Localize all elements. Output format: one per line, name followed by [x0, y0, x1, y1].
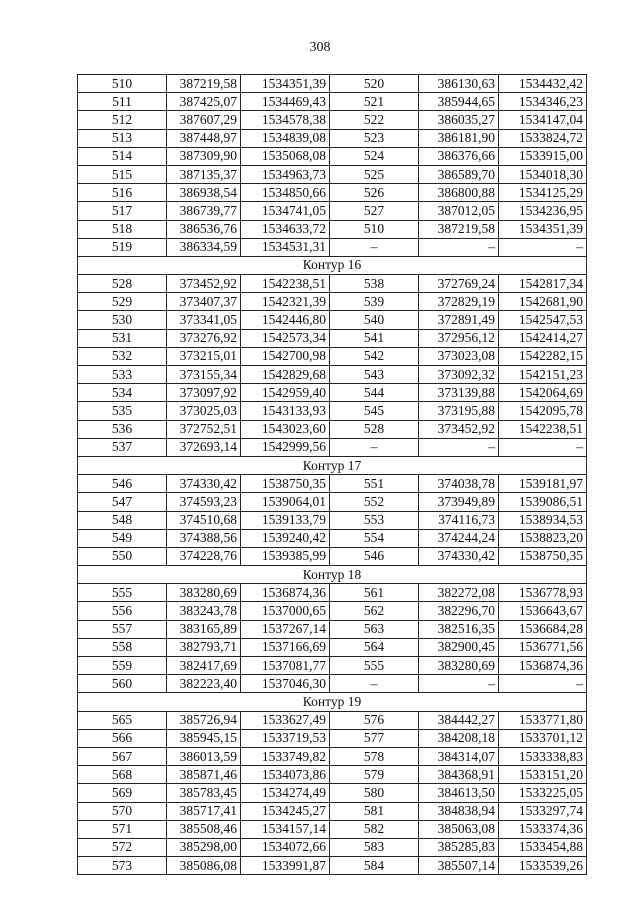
y-coordinate: 1534072,66: [241, 838, 330, 856]
x-coordinate: 374330,42: [167, 475, 241, 493]
table-row: [78, 329, 587, 347]
y-coordinate: 1534245,27: [241, 802, 330, 820]
point-number: 570: [78, 802, 167, 820]
point-number: 551: [330, 475, 419, 493]
point-number: 559: [78, 657, 167, 675]
point-number: 561: [330, 584, 419, 602]
contour-title: Контур 17: [78, 456, 587, 474]
y-coordinate: 1534469,43: [241, 93, 330, 111]
table-row: [78, 165, 587, 183]
x-coordinate: –: [419, 238, 499, 256]
y-coordinate: 1536684,28: [499, 620, 587, 638]
x-coordinate: 387219,58: [167, 75, 241, 93]
y-coordinate: 1534147,04: [499, 111, 587, 129]
y-coordinate: 1542321,39: [241, 293, 330, 311]
point-number: 515: [78, 165, 167, 183]
x-coordinate: 373452,92: [167, 275, 241, 293]
x-coordinate: 374228,76: [167, 547, 241, 565]
y-coordinate: 1534432,42: [499, 75, 587, 93]
point-number: 558: [78, 638, 167, 656]
point-number: 520: [330, 75, 419, 93]
point-number: 527: [330, 202, 419, 220]
y-coordinate: 1542238,51: [499, 420, 587, 438]
x-coordinate: 385285,83: [419, 838, 499, 856]
x-coordinate: 374038,78: [419, 475, 499, 493]
x-coordinate: 385717,41: [167, 802, 241, 820]
point-number: 514: [78, 147, 167, 165]
x-coordinate: 382272,08: [419, 584, 499, 602]
x-coordinate: 385944,65: [419, 93, 499, 111]
y-coordinate: 1537267,14: [241, 620, 330, 638]
x-coordinate: 384442,27: [419, 711, 499, 729]
y-coordinate: 1533991,87: [241, 857, 330, 875]
y-coordinate: 1542282,15: [499, 347, 587, 365]
y-coordinate: 1533454,88: [499, 838, 587, 856]
point-number: 511: [78, 93, 167, 111]
y-coordinate: 1534351,39: [241, 75, 330, 93]
table-row: [78, 366, 587, 384]
point-number: 555: [78, 584, 167, 602]
y-coordinate: 1539133,79: [241, 511, 330, 529]
x-coordinate: 383165,89: [167, 620, 241, 638]
point-number: 573: [78, 857, 167, 875]
y-coordinate: 1534157,14: [241, 820, 330, 838]
point-number: 543: [330, 366, 419, 384]
y-coordinate: 1534346,23: [499, 93, 587, 111]
x-coordinate: 373097,92: [167, 384, 241, 402]
x-coordinate: 383280,69: [167, 584, 241, 602]
y-coordinate: 1533824,72: [499, 129, 587, 147]
x-coordinate: 386800,88: [419, 184, 499, 202]
table-row: [78, 766, 587, 784]
y-coordinate: 1533338,83: [499, 747, 587, 765]
x-coordinate: 383243,78: [167, 602, 241, 620]
x-coordinate: 386334,59: [167, 238, 241, 256]
y-coordinate: 1533225,05: [499, 784, 587, 802]
y-coordinate: 1538750,35: [499, 547, 587, 565]
table-row: [78, 711, 587, 729]
x-coordinate: 384838,94: [419, 802, 499, 820]
x-coordinate: 374244,24: [419, 529, 499, 547]
y-coordinate: 1534351,39: [499, 220, 587, 238]
point-number: 582: [330, 820, 419, 838]
point-number: 544: [330, 384, 419, 402]
point-number: 572: [78, 838, 167, 856]
point-number: 545: [330, 402, 419, 420]
table-row: [78, 293, 587, 311]
x-coordinate: 384613,50: [419, 784, 499, 802]
y-coordinate: 1542151,23: [499, 366, 587, 384]
point-number: 534: [78, 384, 167, 402]
contour-header-row: [78, 456, 587, 474]
x-coordinate: 373407,37: [167, 293, 241, 311]
x-coordinate: 374330,42: [419, 547, 499, 565]
y-coordinate: 1536771,56: [499, 638, 587, 656]
point-number: 529: [78, 293, 167, 311]
y-coordinate: 1537046,30: [241, 675, 330, 693]
table-row: [78, 202, 587, 220]
y-coordinate: 1534839,08: [241, 129, 330, 147]
y-coordinate: 1533539,26: [499, 857, 587, 875]
point-number: 541: [330, 329, 419, 347]
table-row: [78, 75, 587, 93]
x-coordinate: 373155,34: [167, 366, 241, 384]
point-number: 539: [330, 293, 419, 311]
x-coordinate: –: [419, 675, 499, 693]
point-number: 578: [330, 747, 419, 765]
table-row: [78, 547, 587, 565]
y-coordinate: 1533151,20: [499, 766, 587, 784]
table-row: [78, 402, 587, 420]
y-coordinate: 1542573,34: [241, 329, 330, 347]
x-coordinate: 373452,92: [419, 420, 499, 438]
table-row: [78, 275, 587, 293]
y-coordinate: 1536778,93: [499, 584, 587, 602]
point-number: 522: [330, 111, 419, 129]
y-coordinate: 1536874,36: [241, 584, 330, 602]
table-row: [78, 220, 587, 238]
point-number: 564: [330, 638, 419, 656]
x-coordinate: 385508,46: [167, 820, 241, 838]
y-coordinate: 1534236,95: [499, 202, 587, 220]
y-coordinate: –: [499, 675, 587, 693]
x-coordinate: 386589,70: [419, 165, 499, 183]
y-coordinate: –: [499, 438, 587, 456]
point-number: 532: [78, 347, 167, 365]
x-coordinate: 382793,71: [167, 638, 241, 656]
point-number: 516: [78, 184, 167, 202]
point-number: 546: [78, 475, 167, 493]
point-number: 579: [330, 766, 419, 784]
point-number: 526: [330, 184, 419, 202]
x-coordinate: 383280,69: [419, 657, 499, 675]
y-coordinate: 1533915,00: [499, 147, 587, 165]
point-number: 533: [78, 366, 167, 384]
point-number: 538: [330, 275, 419, 293]
point-number: 554: [330, 529, 419, 547]
x-coordinate: 386035,27: [419, 111, 499, 129]
contour-header-row: [78, 566, 587, 584]
point-number: 569: [78, 784, 167, 802]
x-coordinate: 385726,94: [167, 711, 241, 729]
y-coordinate: 1542817,34: [499, 275, 587, 293]
x-coordinate: –: [419, 438, 499, 456]
table-row: [78, 93, 587, 111]
x-coordinate: 373023,08: [419, 347, 499, 365]
table-row: [78, 857, 587, 875]
x-coordinate: 387309,90: [167, 147, 241, 165]
y-coordinate: 1535068,08: [241, 147, 330, 165]
y-coordinate: 1539086,51: [499, 493, 587, 511]
x-coordinate: 372693,14: [167, 438, 241, 456]
x-coordinate: 387607,29: [167, 111, 241, 129]
table-row: [78, 311, 587, 329]
x-coordinate: 382417,69: [167, 657, 241, 675]
x-coordinate: 385783,45: [167, 784, 241, 802]
point-number: 537: [78, 438, 167, 456]
x-coordinate: 382900,45: [419, 638, 499, 656]
x-coordinate: 372769,24: [419, 275, 499, 293]
point-number: 565: [78, 711, 167, 729]
table-row: [78, 657, 587, 675]
x-coordinate: 387219,58: [419, 220, 499, 238]
y-coordinate: 1537000,65: [241, 602, 330, 620]
x-coordinate: 384368,91: [419, 766, 499, 784]
point-number: 547: [78, 493, 167, 511]
y-coordinate: 1536643,67: [499, 602, 587, 620]
point-number: 580: [330, 784, 419, 802]
table-row: [78, 438, 587, 456]
x-coordinate: 373341,05: [167, 311, 241, 329]
x-coordinate: 387135,37: [167, 165, 241, 183]
point-number: 550: [78, 547, 167, 565]
x-coordinate: 372891,49: [419, 311, 499, 329]
y-coordinate: 1534633,72: [241, 220, 330, 238]
point-number: 528: [330, 420, 419, 438]
point-number: 513: [78, 129, 167, 147]
table-row: [78, 129, 587, 147]
point-number: 555: [330, 657, 419, 675]
point-number: 521: [330, 93, 419, 111]
x-coordinate: 373025,03: [167, 402, 241, 420]
contour-header-row: [78, 693, 587, 711]
x-coordinate: 385871,46: [167, 766, 241, 784]
x-coordinate: 386739,77: [167, 202, 241, 220]
y-coordinate: 1542414,27: [499, 329, 587, 347]
x-coordinate: 384314,07: [419, 747, 499, 765]
point-number: 581: [330, 802, 419, 820]
table-row: [78, 784, 587, 802]
y-coordinate: 1543023,60: [241, 420, 330, 438]
x-coordinate: 373195,88: [419, 402, 499, 420]
point-number: 536: [78, 420, 167, 438]
x-coordinate: 385086,08: [167, 857, 241, 875]
y-coordinate: 1542700,98: [241, 347, 330, 365]
page-number: 308: [309, 40, 331, 55]
y-coordinate: 1534963,73: [241, 165, 330, 183]
table-row: [78, 838, 587, 856]
point-number: 576: [330, 711, 419, 729]
x-coordinate: 384208,18: [419, 729, 499, 747]
table-row: [78, 638, 587, 656]
y-coordinate: 1534274,49: [241, 784, 330, 802]
y-coordinate: 1537081,77: [241, 657, 330, 675]
x-coordinate: 385507,14: [419, 857, 499, 875]
table-row: [78, 493, 587, 511]
contour-title: Контур 18: [78, 566, 587, 584]
point-number: 510: [330, 220, 419, 238]
contour-header-row: [78, 256, 587, 274]
x-coordinate: 386130,63: [419, 75, 499, 93]
y-coordinate: 1533627,49: [241, 711, 330, 729]
x-coordinate: 373276,92: [167, 329, 241, 347]
point-number: 512: [78, 111, 167, 129]
y-coordinate: 1538750,35: [241, 475, 330, 493]
point-number: 552: [330, 493, 419, 511]
y-coordinate: 1542238,51: [241, 275, 330, 293]
x-coordinate: 373215,01: [167, 347, 241, 365]
table-row: [78, 675, 587, 693]
x-coordinate: 385945,15: [167, 729, 241, 747]
point-number: 548: [78, 511, 167, 529]
point-number: 518: [78, 220, 167, 238]
y-coordinate: 1542547,53: [499, 311, 587, 329]
y-coordinate: 1538823,20: [499, 529, 587, 547]
y-coordinate: 1533701,12: [499, 729, 587, 747]
y-coordinate: 1543133,93: [241, 402, 330, 420]
coordinates-table: [77, 74, 587, 875]
y-coordinate: 1542095,78: [499, 402, 587, 420]
y-coordinate: 1534741,05: [241, 202, 330, 220]
y-coordinate: 1534850,66: [241, 184, 330, 202]
point-number: –: [330, 675, 419, 693]
table-row: [78, 475, 587, 493]
point-number: 571: [78, 820, 167, 838]
y-coordinate: 1542829,68: [241, 366, 330, 384]
x-coordinate: 382296,70: [419, 602, 499, 620]
point-number: 557: [78, 620, 167, 638]
table-row: [78, 147, 587, 165]
y-coordinate: 1534073,86: [241, 766, 330, 784]
table-row: [78, 347, 587, 365]
y-coordinate: 1539181,97: [499, 475, 587, 493]
table-row: [78, 384, 587, 402]
point-number: 584: [330, 857, 419, 875]
table-row: [78, 111, 587, 129]
x-coordinate: 386938,54: [167, 184, 241, 202]
x-coordinate: 387448,97: [167, 129, 241, 147]
x-coordinate: 374388,56: [167, 529, 241, 547]
x-coordinate: 385298,00: [167, 838, 241, 856]
x-coordinate: 372956,12: [419, 329, 499, 347]
point-number: 567: [78, 747, 167, 765]
x-coordinate: 385063,08: [419, 820, 499, 838]
table-row: [78, 602, 587, 620]
point-number: 531: [78, 329, 167, 347]
y-coordinate: 1539240,42: [241, 529, 330, 547]
y-coordinate: 1534125,29: [499, 184, 587, 202]
point-number: 517: [78, 202, 167, 220]
point-number: 524: [330, 147, 419, 165]
point-number: 583: [330, 838, 419, 856]
y-coordinate: 1533297,74: [499, 802, 587, 820]
table-row: [78, 529, 587, 547]
point-number: 562: [330, 602, 419, 620]
y-coordinate: 1542999,56: [241, 438, 330, 456]
y-coordinate: 1539064,01: [241, 493, 330, 511]
y-coordinate: 1534531,31: [241, 238, 330, 256]
table-row: [78, 802, 587, 820]
x-coordinate: 386181,90: [419, 129, 499, 147]
table-row: [78, 729, 587, 747]
x-coordinate: 374593,23: [167, 493, 241, 511]
x-coordinate: 387012,05: [419, 202, 499, 220]
point-number: –: [330, 438, 419, 456]
x-coordinate: 382223,40: [167, 675, 241, 693]
point-number: 525: [330, 165, 419, 183]
point-number: 568: [78, 766, 167, 784]
x-coordinate: 372752,51: [167, 420, 241, 438]
point-number: 556: [78, 602, 167, 620]
x-coordinate: 373139,88: [419, 384, 499, 402]
table-row: [78, 184, 587, 202]
y-coordinate: –: [499, 238, 587, 256]
contour-title: Контур 19: [78, 693, 587, 711]
point-number: 549: [78, 529, 167, 547]
x-coordinate: 372829,19: [419, 293, 499, 311]
y-coordinate: 1533374,36: [499, 820, 587, 838]
point-number: 523: [330, 129, 419, 147]
y-coordinate: 1542959,40: [241, 384, 330, 402]
y-coordinate: 1539385,99: [241, 547, 330, 565]
x-coordinate: 382516,35: [419, 620, 499, 638]
x-coordinate: 373092,32: [419, 366, 499, 384]
point-number: 553: [330, 511, 419, 529]
y-coordinate: 1537166,69: [241, 638, 330, 656]
x-coordinate: 386013,59: [167, 747, 241, 765]
y-coordinate: 1542064,69: [499, 384, 587, 402]
x-coordinate: 373949,89: [419, 493, 499, 511]
table-row: [78, 820, 587, 838]
y-coordinate: 1533771,80: [499, 711, 587, 729]
point-number: 566: [78, 729, 167, 747]
y-coordinate: 1542446,80: [241, 311, 330, 329]
point-number: 546: [330, 547, 419, 565]
y-coordinate: 1536874,36: [499, 657, 587, 675]
point-number: 540: [330, 311, 419, 329]
x-coordinate: 374510,68: [167, 511, 241, 529]
table-row: [78, 238, 587, 256]
point-number: 577: [330, 729, 419, 747]
point-number: 563: [330, 620, 419, 638]
point-number: 535: [78, 402, 167, 420]
x-coordinate: 386536,76: [167, 220, 241, 238]
point-number: 519: [78, 238, 167, 256]
y-coordinate: 1542681,90: [499, 293, 587, 311]
table-row: [78, 747, 587, 765]
point-number: 530: [78, 311, 167, 329]
table-row: [78, 420, 587, 438]
x-coordinate: 387425,07: [167, 93, 241, 111]
y-coordinate: 1534018,30: [499, 165, 587, 183]
y-coordinate: 1533719,53: [241, 729, 330, 747]
y-coordinate: 1538934,53: [499, 511, 587, 529]
table-row: [78, 584, 587, 602]
x-coordinate: 386376,66: [419, 147, 499, 165]
contour-title: Контур 16: [78, 256, 587, 274]
y-coordinate: 1534578,38: [241, 111, 330, 129]
y-coordinate: 1533749,82: [241, 747, 330, 765]
table-row: [78, 620, 587, 638]
table-row: [78, 511, 587, 529]
x-coordinate: 374116,73: [419, 511, 499, 529]
point-number: 560: [78, 675, 167, 693]
point-number: –: [330, 238, 419, 256]
point-number: 510: [78, 75, 167, 93]
coordinates-table-body: [78, 75, 587, 875]
point-number: 528: [78, 275, 167, 293]
point-number: 542: [330, 347, 419, 365]
